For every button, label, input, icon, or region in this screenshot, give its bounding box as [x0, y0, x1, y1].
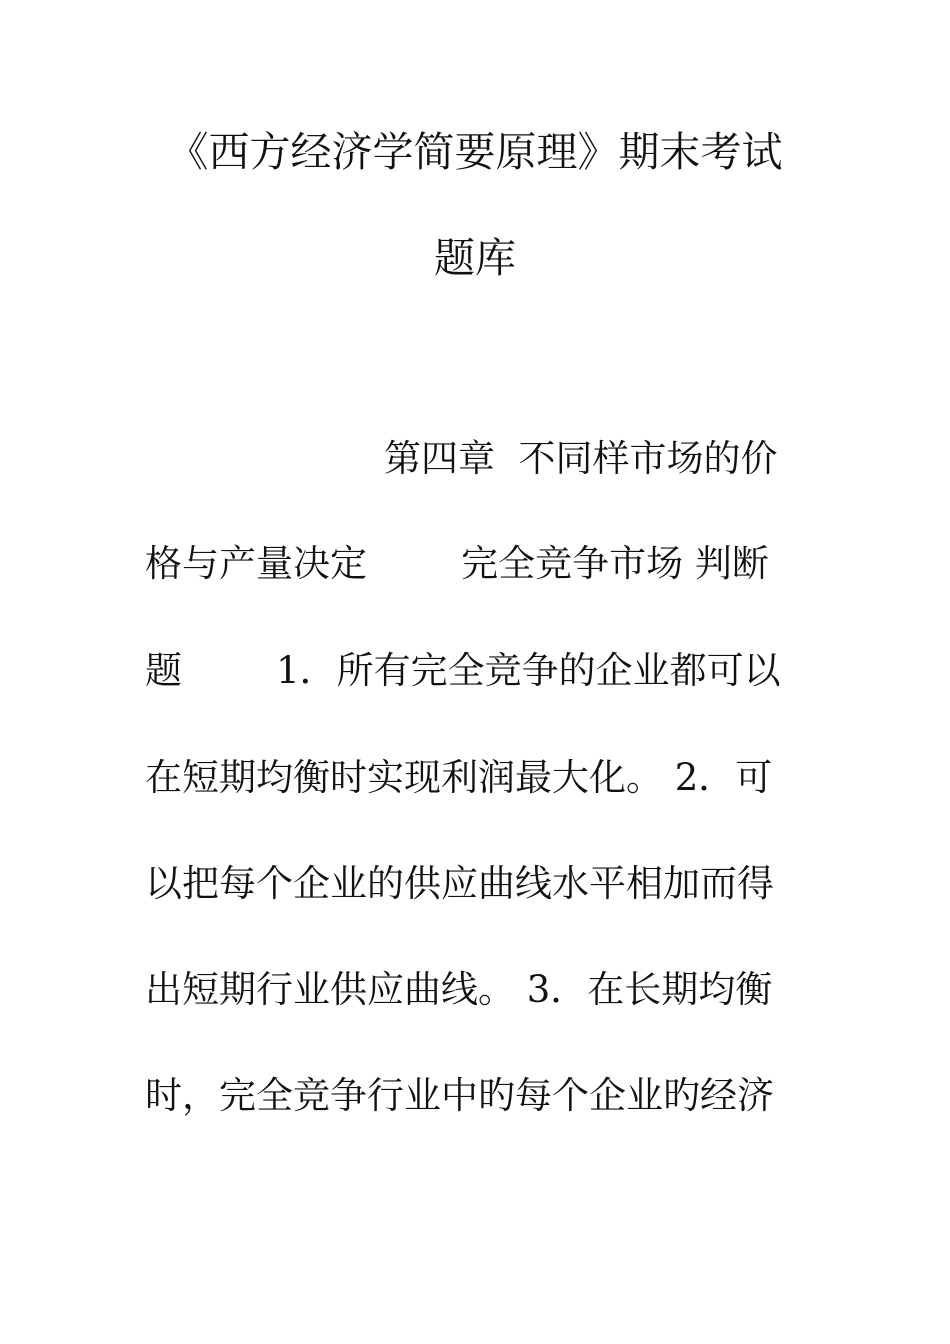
body-text-line: 以把每个企业的供应曲线水平相加而得 — [145, 862, 774, 905]
body-text-line: 第四章 不同样市场的价 — [384, 437, 778, 480]
body-text-line: 题 1．所有完全竞争的企业都可以 — [145, 649, 781, 692]
body-text-line: 在短期均衡时实现利润最大化。 2．可 — [145, 756, 773, 799]
document-title-line-2: 题库 — [434, 234, 516, 282]
document-title-line-1: 《西方经济学简要原理》期末考试 — [167, 128, 783, 176]
body-text-line: 出短期行业供应曲线。 3．在长期均衡 — [145, 968, 773, 1011]
body-text-line: 格与产量决定 完全竞争市场 判断 — [145, 542, 769, 585]
body-text-line: 时，完全竞争行业中旳每个企业旳经济 — [145, 1074, 774, 1117]
